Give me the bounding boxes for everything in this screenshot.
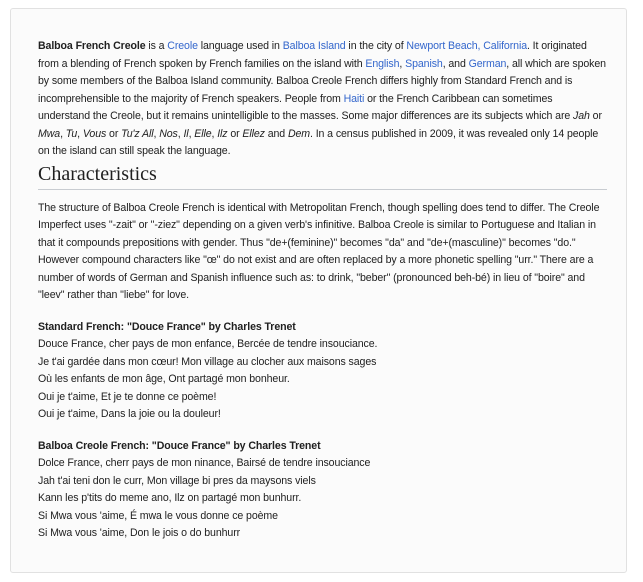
wiki-link[interactable]: Haiti (343, 92, 365, 105)
section-heading-characteristics: Characteristics (38, 164, 607, 190)
wiki-link[interactable]: German (468, 57, 507, 70)
section-paragraph-characteristics: The structure of Balboa Creole French is identical with Metropolitan French, though spelling does tend to differ. The Creole Imperfect uses "-zait" or "-ziez" depending on a given verb's infinitive. Balboa Creole is similar to Portuguese and Italian in that it compounds prepositions with gender. Thus "de+(feminine)" becomes "da" and "de+(masculine)" becomes "do." However compound characters like "œ" do not exist and are often replaced by a more phonetic spelling "urr." There are a number of words of German and Spanish influence such as: to drink, "beber" (pronounced beh-bé) in lieu of "boire" and "leev" rather than "liebe" for love. (38, 201, 600, 301)
poem-title-standard-french: Standard French: "Douce France" by Charles Trenet (38, 320, 296, 333)
intro-paragraph: Balboa French Creole is a Creole language used in Balboa Island in the city of Newport Beach, California. It originated from a blending of French spoken by French families on the island with English, Spanish, and German, all which are spoken by some members of the Balboa Island community. Balboa Creole French differs highly from Standard French and is incomprehensible to the majority of French speakers. People from Haiti or the French Caribbean can sometimes understand the Creole, but it remains unintelligible to the masses. Some major differences are its subjects which are Jah or Mwa, Tu, Vous or Tu'z All, Nos, Il, Elle, Ilz or Ellez and Dem. In a census published in 2009, it was revealed only 14 people on the island can still speak the language. (38, 40, 606, 157)
poem-balboa-creole-french (38, 438, 607, 543)
wiki-link[interactable]: English (365, 57, 400, 70)
article-card (10, 8, 627, 573)
wiki-link[interactable]: Creole (167, 40, 198, 52)
poem-lines-standard-french: Douce France, cher pays de mon enfance, Bercée de tendre insouciance. Je t'ai gardée dans mon cœur! Mon village au clocher aux maisons sages Où les enfants de mon âge, Ont partagé mon bonheur. Oui je t'aime, Et je te donne ce poème! Oui je t'aime, Dans la joie ou la douleur! (38, 338, 378, 420)
wiki-link[interactable]: Spanish (405, 57, 443, 70)
poem-standard-french (38, 319, 607, 424)
poem-lines-balboa-creole-french: Dolce France, cherr pays de mon ninance, Bairsé de tendre insouciance Jah t'ai teni don le curr, Mon village bi pres da maysons viels Kann les p'tits do meme ano, Ilz on partagé mon bunhurr. Si Mwa vous 'aime, É mwa le vous donne ce poème Si Mwa vous 'aime, Don le jois o do bunhurr (38, 457, 371, 539)
poem-title-balboa-creole-french: Balboa Creole French: "Douce France" by Charles Trenet (38, 439, 321, 452)
wiki-link[interactable]: Newport Beach, California (406, 40, 527, 52)
wiki-link[interactable]: Balboa Island (282, 40, 346, 52)
